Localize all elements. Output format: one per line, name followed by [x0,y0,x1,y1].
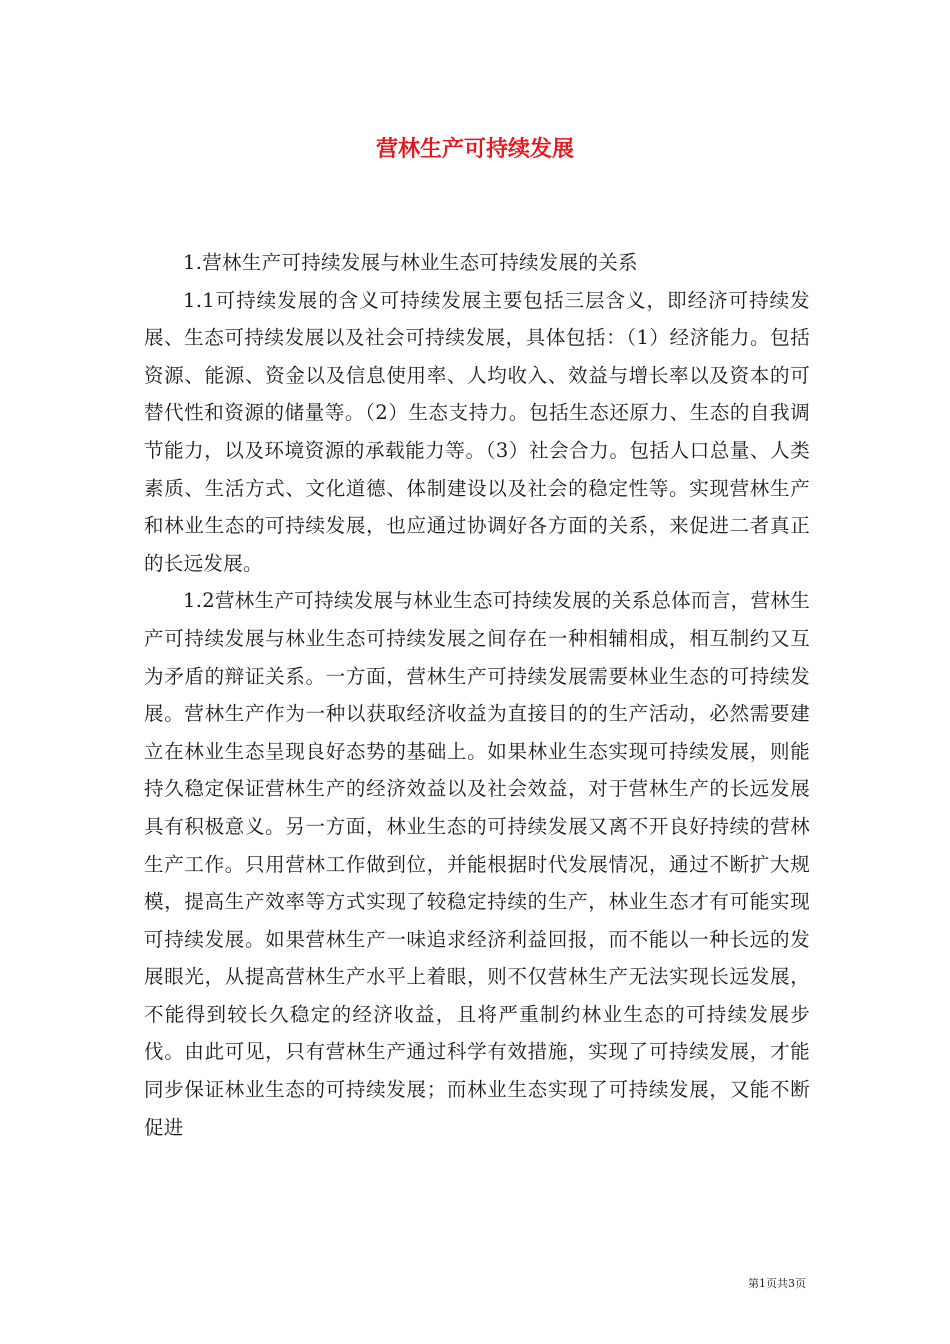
document-body [144,244,810,1146]
paragraph-1-2: 1.2营林生产可持续发展与林业生态可持续发展的关系总体而言，营林生产可持续发展与林业生态可持续发展之间存在一种相辅相成，相互制约又互为矛盾的辩证关系。一方面，营林生产可持续发展需要林业生态的可持续发展。营林生产作为一种以获取经济收益为直接目的的生产活动，必然需要建立在林业生态呈现良好态势的基础上。如果林业生态实现可持续发展，则能持久稳定保证营林生产的经济效益以及社会效益，对于营林生产的长远发展具有积极意义。另一方面，林业生态的可持续发展又离不开良好持续的营林生产工作。只用营林工作做到位，并能根据时代发展情况，通过不断扩大规模，提高生产效率等方式实现了较稳定持续的生产，林业生态才有可能实现可持续发展。如果营林生产一味追求经济利益回报，而不能以一种长远的发展眼光，从提高营林生产水平上着眼，则不仅营林生产无法实现长远发展，不能得到较长久稳定的经济收益，且将严重制约林业生态的可持续发展步伐。由此可见，只有营林生产通过科学有效措施，实现了可持续发展，才能同步保证林业生态的可持续发展；而林业生态实现了可持续发展，又能不断促进 [144,589,810,1139]
paragraph-1-1: 1.1可持续发展的含义可持续发展主要包括三层含义，即经济可持续发展、生态可持续发展以及社会可持续发展，具体包括：（1）经济能力。包括资源、能源、资金以及信息使用率、人均收入、效益与增长率以及资本的可替代性和资源的储量等。（2）生态支持力。包括生态还原力、生态的自我调节能力，以及环境资源的承载能力等。（3）社会合力。包括人口总量、人类素质、生活方式、文化道德、体制建设以及社会的稳定性等。实现营林生产和林业生态的可持续发展，也应通过协调好各方面的关系，来促进二者真正的长远发展。 [144,288,810,575]
section-heading-1: 1.营林生产可持续发展与林业生态可持续发展的关系 [183,251,638,274]
document-title: 营林生产可持续发展 [375,137,574,162]
page-number: 第1页共3页 [748,1277,806,1290]
